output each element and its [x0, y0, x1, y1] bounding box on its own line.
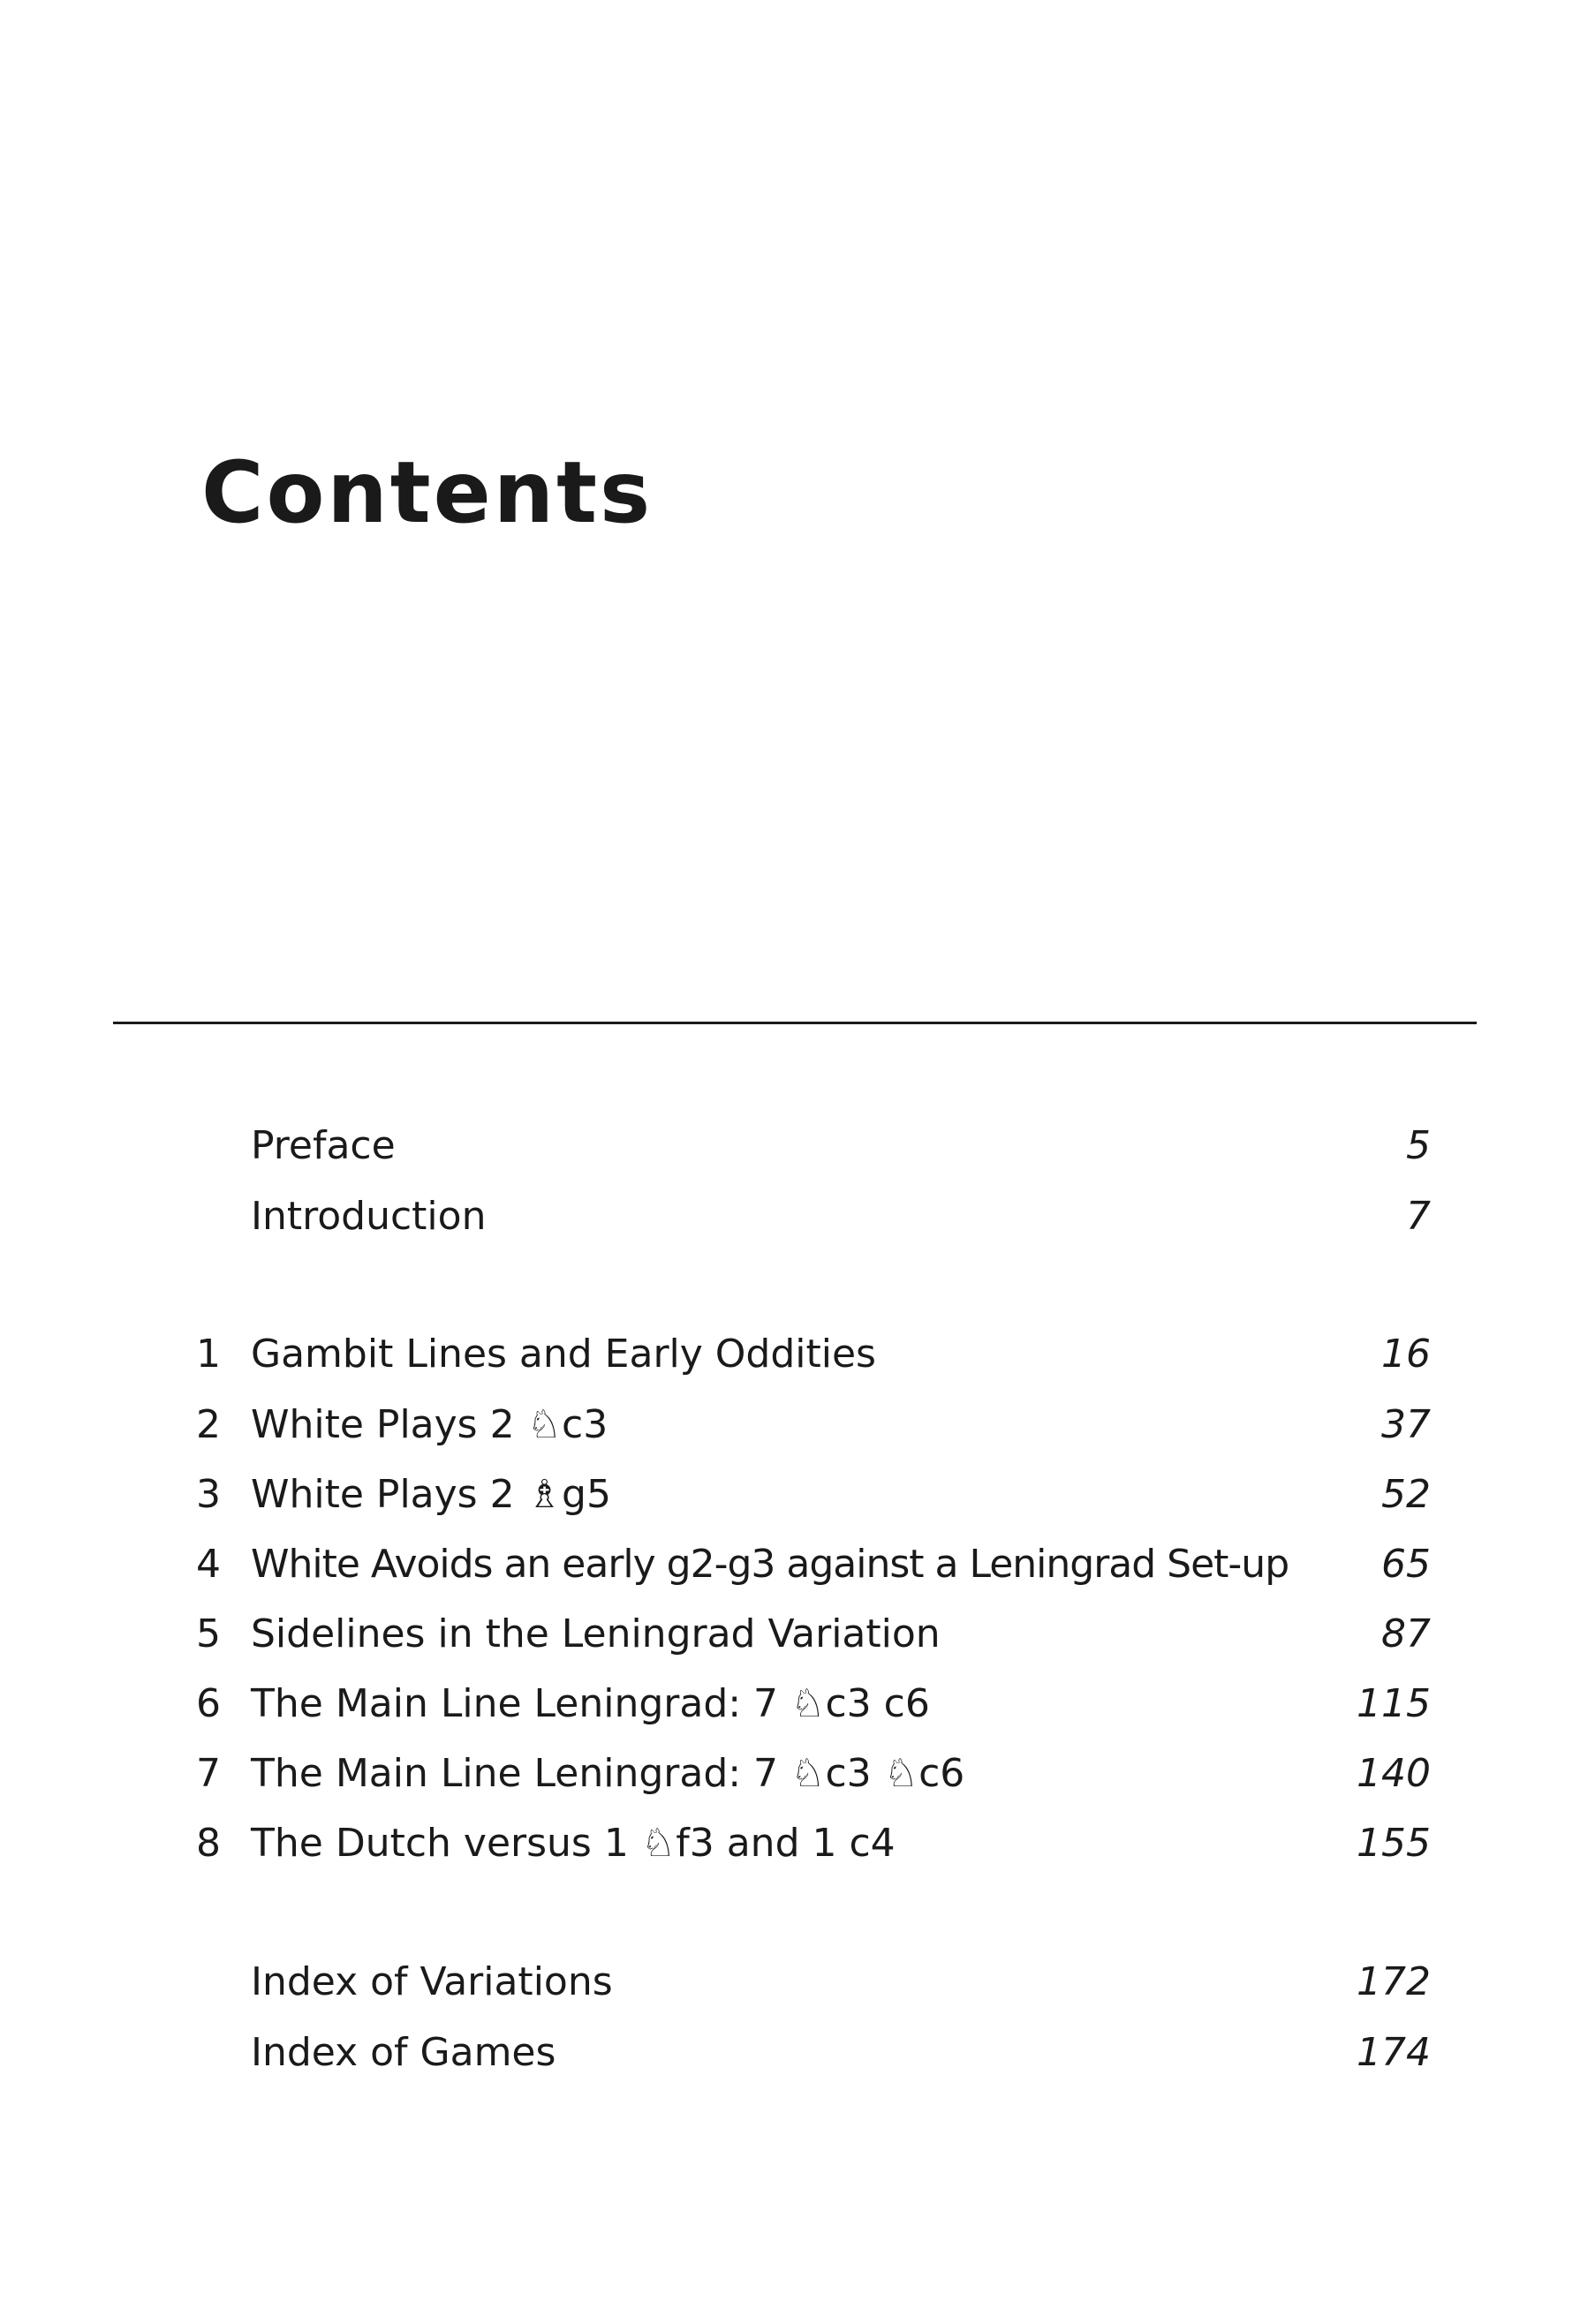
toc-entry-title: Introduction	[251, 1194, 487, 1239]
toc-entry-page: 172	[1357, 1959, 1431, 2004]
chapter-number: 6	[196, 1681, 221, 1726]
chapter-title: White Avoids an early g2-g3 against a Leningrad Set-up	[251, 1542, 1289, 1587]
chapter-page: 52	[1381, 1472, 1431, 1517]
chapter-title: White Plays 2 ♗g5	[251, 1472, 611, 1517]
chapter-number: 3	[196, 1472, 221, 1517]
chapter-page: 16	[1381, 1332, 1431, 1377]
toc-chapter-4[interactable]	[0, 1538, 1595, 1591]
chapter-number: 7	[196, 1751, 221, 1796]
chapter-page: 115	[1357, 1681, 1431, 1726]
toc-chapter-2[interactable]	[0, 1399, 1595, 1452]
toc-chapter-5[interactable]	[0, 1608, 1595, 1661]
chapter-number: 1	[196, 1332, 221, 1377]
toc-entry-index-of-variations[interactable]	[0, 1956, 1595, 2009]
toc-entry-preface[interactable]	[0, 1120, 1595, 1173]
chapter-number: 2	[196, 1402, 221, 1447]
chapter-page: 37	[1381, 1402, 1431, 1447]
chapter-title: Sidelines in the Leningrad Variation	[251, 1611, 941, 1656]
toc-entry-page: 7	[1406, 1194, 1431, 1239]
chapter-title: Gambit Lines and Early Oddities	[251, 1332, 876, 1377]
toc-entry-introduction[interactable]	[0, 1190, 1595, 1243]
chapter-page: 140	[1357, 1751, 1431, 1796]
toc-chapter-3[interactable]	[0, 1468, 1595, 1521]
chapter-number: 5	[196, 1611, 221, 1656]
toc-entry-index-of-games[interactable]	[0, 2026, 1595, 2079]
toc-entry-page: 5	[1406, 1123, 1431, 1168]
chapter-title: The Main Line Leningrad: 7 ♘c3 ♘c6	[251, 1751, 965, 1796]
chapter-number: 4	[196, 1542, 221, 1587]
chapter-page: 155	[1357, 1821, 1431, 1866]
toc-entry-title: Preface	[251, 1123, 396, 1168]
page-title: Contents	[201, 443, 654, 542]
chapter-page: 65	[1381, 1542, 1431, 1587]
chapter-title: The Dutch versus 1 ♘f3 and 1 c4	[251, 1821, 896, 1866]
chapter-title: The Main Line Leningrad: 7 ♘c3 c6	[251, 1681, 930, 1726]
toc-entry-title: Index of Games	[251, 2030, 556, 2075]
chapter-page: 87	[1381, 1611, 1431, 1656]
divider-rule	[113, 1022, 1477, 1024]
toc-chapter-1[interactable]	[0, 1328, 1595, 1381]
chapter-number: 8	[196, 1821, 221, 1866]
toc-chapter-7[interactable]	[0, 1747, 1595, 1800]
toc-chapter-6[interactable]	[0, 1678, 1595, 1731]
toc-entry-title: Index of Variations	[251, 1959, 613, 2004]
toc-chapter-8[interactable]	[0, 1817, 1595, 1870]
toc-entry-page: 174	[1357, 2030, 1431, 2075]
chapter-title: White Plays 2 ♘c3	[251, 1402, 609, 1447]
